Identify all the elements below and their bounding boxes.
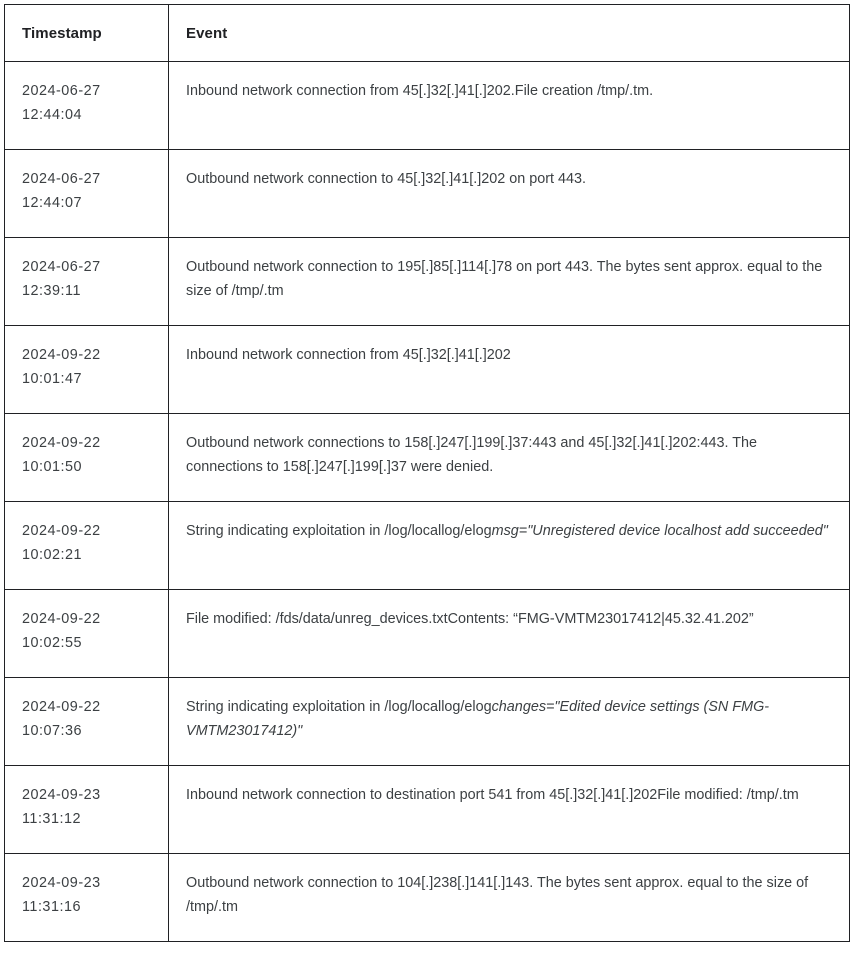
event-cell: [169, 62, 850, 150]
timestamp-cell: [5, 590, 169, 678]
table-row: [5, 62, 850, 150]
timestamp-date: 2024-09-22: [22, 435, 101, 451]
table-row: [5, 150, 850, 238]
table-header-row: [5, 5, 850, 62]
event-text: Outbound network connection to 45[.]32[.]41[.]202 on port 443.: [186, 171, 587, 187]
table-row: [5, 590, 850, 678]
event-text: Inbound network connection from 45[.]32[.]41[.]202.File creation /tmp/.tm.: [186, 83, 654, 99]
event-cell: [169, 854, 850, 942]
timestamp-cell: [5, 150, 169, 238]
table-row: [5, 766, 850, 854]
timestamp-time: 10:01:50: [22, 459, 83, 475]
event-cell: [169, 150, 850, 238]
timestamp-time: 12:44:04: [22, 107, 83, 123]
event-cell: [169, 238, 850, 326]
timestamp-date: 2024-09-22: [22, 347, 101, 363]
timestamp-date: 2024-06-27: [22, 83, 101, 99]
event-cell: [169, 590, 850, 678]
timestamp-time: 12:39:11: [22, 283, 81, 299]
event-text: Outbound network connections to 158[.]247[.]199[.]37:443 and 45[.]32[.]41[.]202:443. The connections to 158[.]247[.]199[.]37 were denied.: [186, 435, 757, 475]
event-log-message: msg="Unregistered device localhost add succeeded": [491, 523, 828, 539]
timestamp-cell: [5, 62, 169, 150]
event-cell: [169, 326, 850, 414]
table-row: [5, 414, 850, 502]
event-cell: [169, 766, 850, 854]
timestamp-time: 11:31:12: [22, 811, 81, 827]
timestamp-cell: [5, 854, 169, 942]
timestamp-cell: [5, 238, 169, 326]
event-text: String indicating exploitation in /log/locallog/elog: [186, 699, 492, 715]
timestamp-cell: [5, 766, 169, 854]
event-cell: [169, 414, 850, 502]
table-row: [5, 326, 850, 414]
event-text: String indicating exploitation in /log/locallog/elog: [186, 523, 492, 539]
event-cell: [169, 502, 850, 590]
event-column-header: Event: [169, 5, 850, 62]
timestamp-time: 10:02:21: [22, 547, 83, 563]
timestamp-date: 2024-06-27: [22, 259, 101, 275]
event-log-message: changes="Edited device settings (SN FMG-VMTM23017412)": [186, 699, 770, 739]
event-text: Inbound network connection from 45[.]32[.]41[.]202: [186, 347, 511, 363]
event-text: Outbound network connection to 195[.]85[.]114[.]78 on port 443. The bytes sent approx. equal to the size of /tmp/.tm: [186, 259, 823, 299]
timestamp-cell: [5, 678, 169, 766]
timestamp-date: 2024-09-22: [22, 523, 101, 539]
event-timeline-table: [4, 4, 850, 942]
event-cell: [169, 678, 850, 766]
event-timeline-table-container: [4, 4, 849, 942]
table-row: [5, 502, 850, 590]
timestamp-time: 11:31:16: [22, 899, 81, 915]
table-header: [5, 5, 850, 62]
event-text: Outbound network connection to 104[.]238[.]141[.]143. The bytes sent approx. equal to the size of /tmp/.tm: [186, 875, 809, 915]
event-text: File modified: /fds/data/unreg_devices.txtContents: “FMG-VMTM23017412|45.32.41.202”: [186, 611, 754, 627]
table-row: [5, 238, 850, 326]
table-row: [5, 854, 850, 942]
timestamp-cell: [5, 414, 169, 502]
table-body: [5, 62, 850, 942]
timestamp-time: 10:07:36: [22, 723, 83, 739]
timestamp-time: 12:44:07: [22, 195, 83, 211]
timestamp-date: 2024-09-23: [22, 875, 101, 891]
timestamp-column-header: Timestamp: [5, 5, 169, 62]
timestamp-date: 2024-06-27: [22, 171, 101, 187]
timestamp-cell: [5, 326, 169, 414]
table-row: [5, 678, 850, 766]
timestamp-date: 2024-09-22: [22, 611, 101, 627]
timestamp-date: 2024-09-23: [22, 787, 101, 803]
timestamp-cell: [5, 502, 169, 590]
timestamp-time: 10:02:55: [22, 635, 83, 651]
timestamp-date: 2024-09-22: [22, 699, 101, 715]
timestamp-time: 10:01:47: [22, 371, 83, 387]
event-text: Inbound network connection to destination port 541 from 45[.]32[.]41[.]202File modified: /tmp/.tm: [186, 787, 799, 803]
